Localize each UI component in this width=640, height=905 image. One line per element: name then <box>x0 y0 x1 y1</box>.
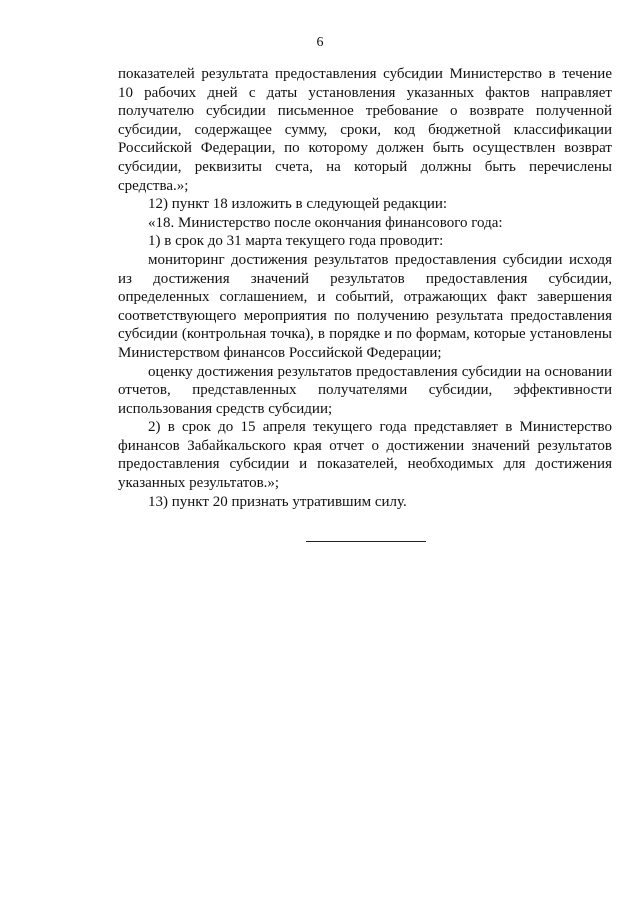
paragraph-item-13: 13) пункт 20 признать утратившим силу. <box>148 493 407 510</box>
page-number: 6 <box>316 35 324 50</box>
closing-divider <box>306 541 426 542</box>
paragraph-subitem-2: 2) в срок до 15 апреля текущего года представляет в Министерство финансов Забайкальского края отчет о достижении значений результатов предоставления субсидии и показателей, необходимых для достижения указанных результатов.»; <box>118 419 612 492</box>
paragraph-clause-18: «18. Министерство после окончания финансового года: <box>148 214 503 231</box>
paragraph-item-12: 12) пункт 18 изложить в следующей редакции: <box>148 196 448 213</box>
paragraph-assessment: оценку достижения результатов предоставления субсидии на основании отчетов, представленных получателями субсидии, эффективности использования средств субсидии; <box>118 363 612 417</box>
paragraph-return-requirement: показателей результата предоставления субсидии Министерство в течение 10 рабочих дней с даты установления указанных фактов направляет получателю субсидии письменное требование о возврате полученной субсидии, содержащее сумму, сроки, код бюджетной классификации Российской Федерации, по которому должен быть осуществлен возврат субсидии, реквизиты счета, на который должны быть перечислены средства.»; <box>118 66 612 194</box>
paragraph-subitem-1: 1) в срок до 31 марта текущего года проводит: <box>148 233 444 250</box>
document-body <box>118 65 612 511</box>
paragraph-monitoring: мониторинг достижения результатов предоставления субсидии исходя из достижения значений результатов предоставления субсидии, определенных соглашением, и событий, отражающих факт завершения соответствующего мероприятия по получению результата предоставления субсидии (контрольная точка), в порядке и по формам, которые установлены Министерством финансов Российской Федерации; <box>118 251 612 361</box>
